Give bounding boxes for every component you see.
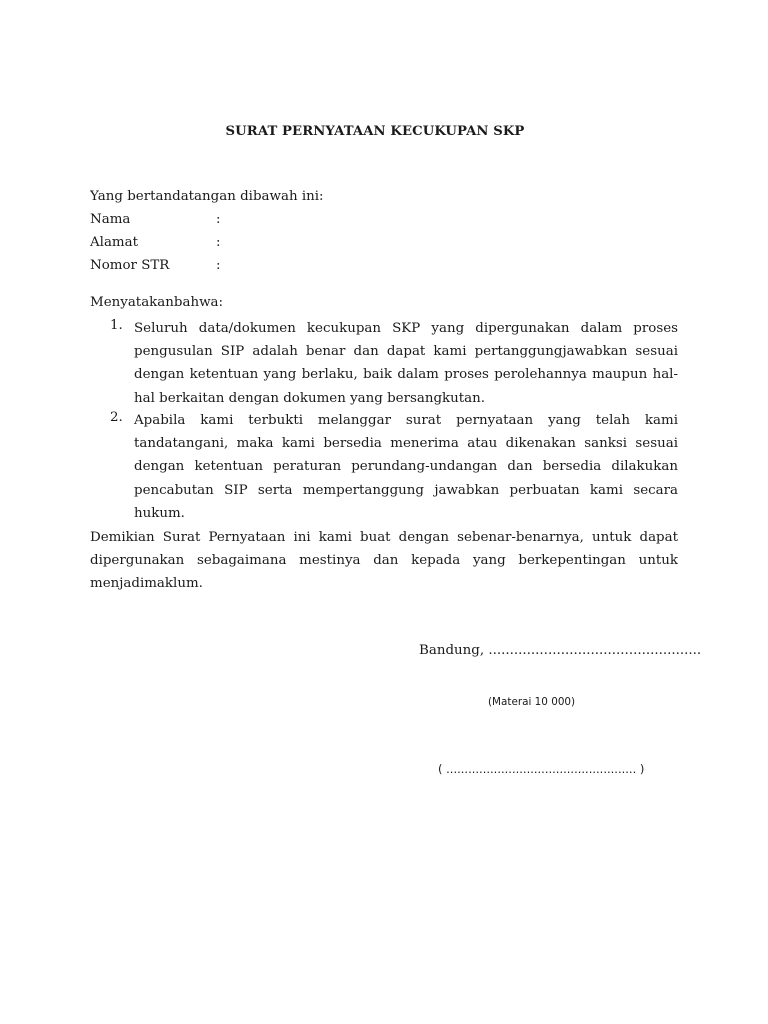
field-label: Nama [90,212,131,227]
intro-text: Yang bertandatangan dibawah ini: [90,189,324,204]
field-colon: : [216,235,221,250]
materai-note: (Materai 10 000) [488,696,576,708]
signature-line: ( .................................................... ) [438,762,645,776]
list-item-text: Apabila kami terbukti melanggar surat pernyataan yang telah kami tandatangani, maka kami bersedia menerima atau dikenakan sanksi sesuai dengan ketentuan peraturan perundang-undangan dan bersedia dilakukan pencabutan SIP serta mempertanggung jawabkan perbuatan kami secara hukum. [134,413,678,521]
place-date-line: Bandung, .................................................. [419,643,702,658]
field-label: Nomor STR [90,258,170,273]
declaration-heading: Menyatakanbahwa: [90,295,224,310]
closing-paragraph: Demikian Surat Pernyataan ini kami buat dengan sebenar-benarnya, untuk dapat dipergunakan sebagaimana mestinya dan kepada yang berkepentingan untuk menjadimaklum. [90,530,678,592]
document-title: SURAT PERNYATAAN KECUKUPAN SKP [225,124,525,139]
field-label: Alamat [90,235,138,250]
list-item-number: 2. [110,410,123,425]
list-item-text: Seluruh data/dokumen kecukupan SKP yang dipergunakan dalam proses pengusulan SIP adalah benar dan dapat kami pertanggungjawabkan sesuai dengan ketentuan yang berlaku, baik dalam proses perolehannya maupun hal-hal berkaitan dengan dokumen yang bersangkutan. [134,321,678,406]
list-item-number: 1. [110,318,123,333]
field-colon: : [216,212,221,227]
field-colon: : [216,258,221,273]
